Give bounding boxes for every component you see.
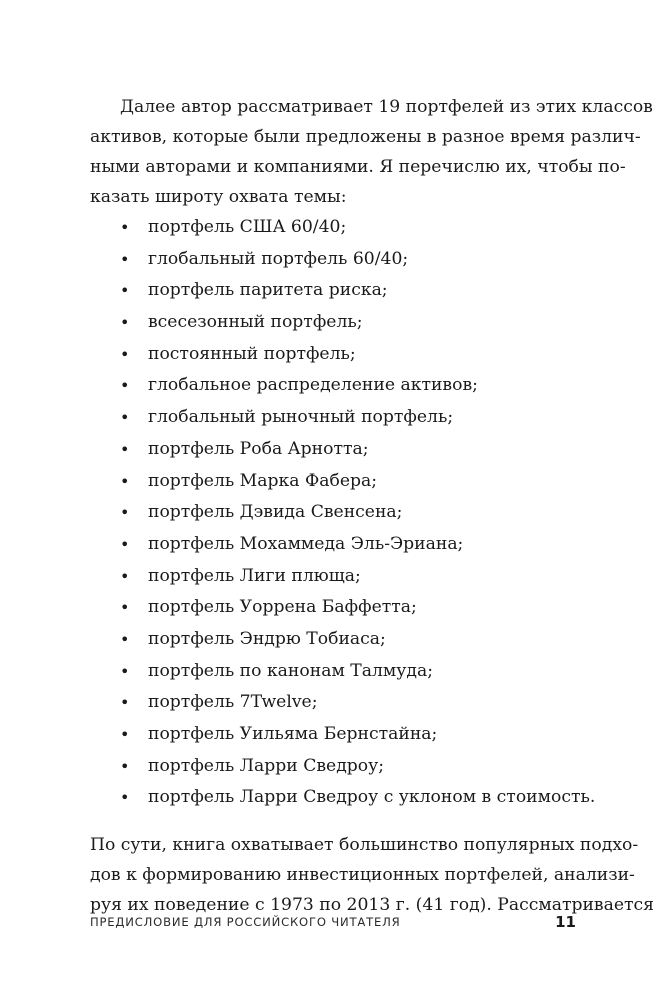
page-body [90,92,655,920]
bullet-icon: • [120,598,130,618]
list-item [90,212,576,244]
list-item-text: портфель Эндрю Тобиаса; [148,628,386,649]
bullet-icon: • [120,661,130,681]
bullet-icon: • [120,629,130,649]
list-item-text: портфель Ларри Сведроу с уклоном в стоимость. [148,787,596,808]
intro-line: активов, которые были предложены в разное время различ- [90,127,641,147]
bullet-icon: • [120,534,130,554]
page-footer [90,910,576,934]
bullet-icon: • [120,439,130,459]
list-item-text: портфель Уоррена Баффетта; [148,597,417,618]
list-item-text: портфель США 60/40; [148,217,347,237]
bullet-icon: • [120,756,130,776]
list-item [90,719,576,751]
page-number: 11 [555,913,576,931]
closing-line: руя их поведение с 1973 по 2013 г. (41 год). Рассматривается [90,895,655,916]
intro-line: Далее автор рассматривает 19 портфелей из этих классов [120,97,653,117]
list-item [90,592,576,624]
list-item [90,529,576,561]
bullet-icon: • [120,693,130,713]
bullet-icon: • [120,566,130,586]
closing-line: дов к формированию инвестиционных портфелей, анализи- [90,865,635,886]
list-item [90,275,576,307]
list-item [90,782,596,814]
closing-paragraph [90,830,655,920]
list-item-text: портфель Марка Фабера; [148,470,378,491]
list-item-text: портфель Лиги плюща; [148,565,361,586]
list-item [90,687,576,719]
list-item-text: портфель Уильяма Бернстайна; [148,724,438,744]
list-item-text: портфель Дэвида Свенсена; [148,502,403,523]
list-item [90,370,576,402]
bullet-icon: • [120,376,130,396]
list-item-text: глобальный портфель 60/40; [148,248,409,269]
list-item-text: портфель по канонам Талмуда; [148,660,434,681]
bullet-icon: • [120,281,130,301]
list-item [90,561,576,593]
list-item-text: портфель Роба Арнотта; [148,438,369,459]
list-item [90,307,576,339]
bullet-icon: • [120,503,130,523]
bullet-icon: • [120,788,130,808]
list-item [90,624,576,656]
list-item-text: всесезонный портфель; [148,312,363,333]
list-item [90,466,576,498]
bullet-icon: • [120,249,130,269]
intro-paragraph [90,92,653,212]
running-footer-title: ПРЕДИСЛОВИЕ ДЛЯ РОССИЙСКОГО ЧИТАТЕЛЯ [90,915,401,929]
list-item-text: портфель Ларри Сведроу; [148,755,385,776]
list-item-text: портфель 7Twelve; [148,692,318,713]
list-item-text: глобальное распределение активов; [148,375,478,396]
list-item-text: постоянный портфель; [148,343,356,364]
bullet-icon: • [120,344,130,364]
list-item-text: портфель Мохаммеда Эль-Эриана; [148,533,464,554]
bullet-icon: • [120,471,130,491]
bullet-icon: • [120,313,130,333]
bullet-icon: • [120,218,130,237]
intro-line: ными авторами и компаниями. Я перечислю их, чтобы по- [90,157,626,177]
bullet-icon: • [120,725,130,744]
list-item [90,339,576,371]
list-item [90,244,576,276]
intro-line: казать широту охвата темы: [90,187,347,207]
list-item-text: портфель паритета риска; [148,280,388,301]
paragraph-gap [90,814,576,830]
list-item [90,497,576,529]
list-item [90,751,576,783]
list-item [90,402,576,434]
list-item [90,434,576,466]
closing-line: По сути, книга охватывает большинство популярных подхо- [90,835,639,856]
list-item [90,656,576,688]
portfolio-list [90,212,596,814]
bullet-icon: • [120,408,130,428]
list-item-text: глобальный рыночный портфель; [148,407,454,428]
